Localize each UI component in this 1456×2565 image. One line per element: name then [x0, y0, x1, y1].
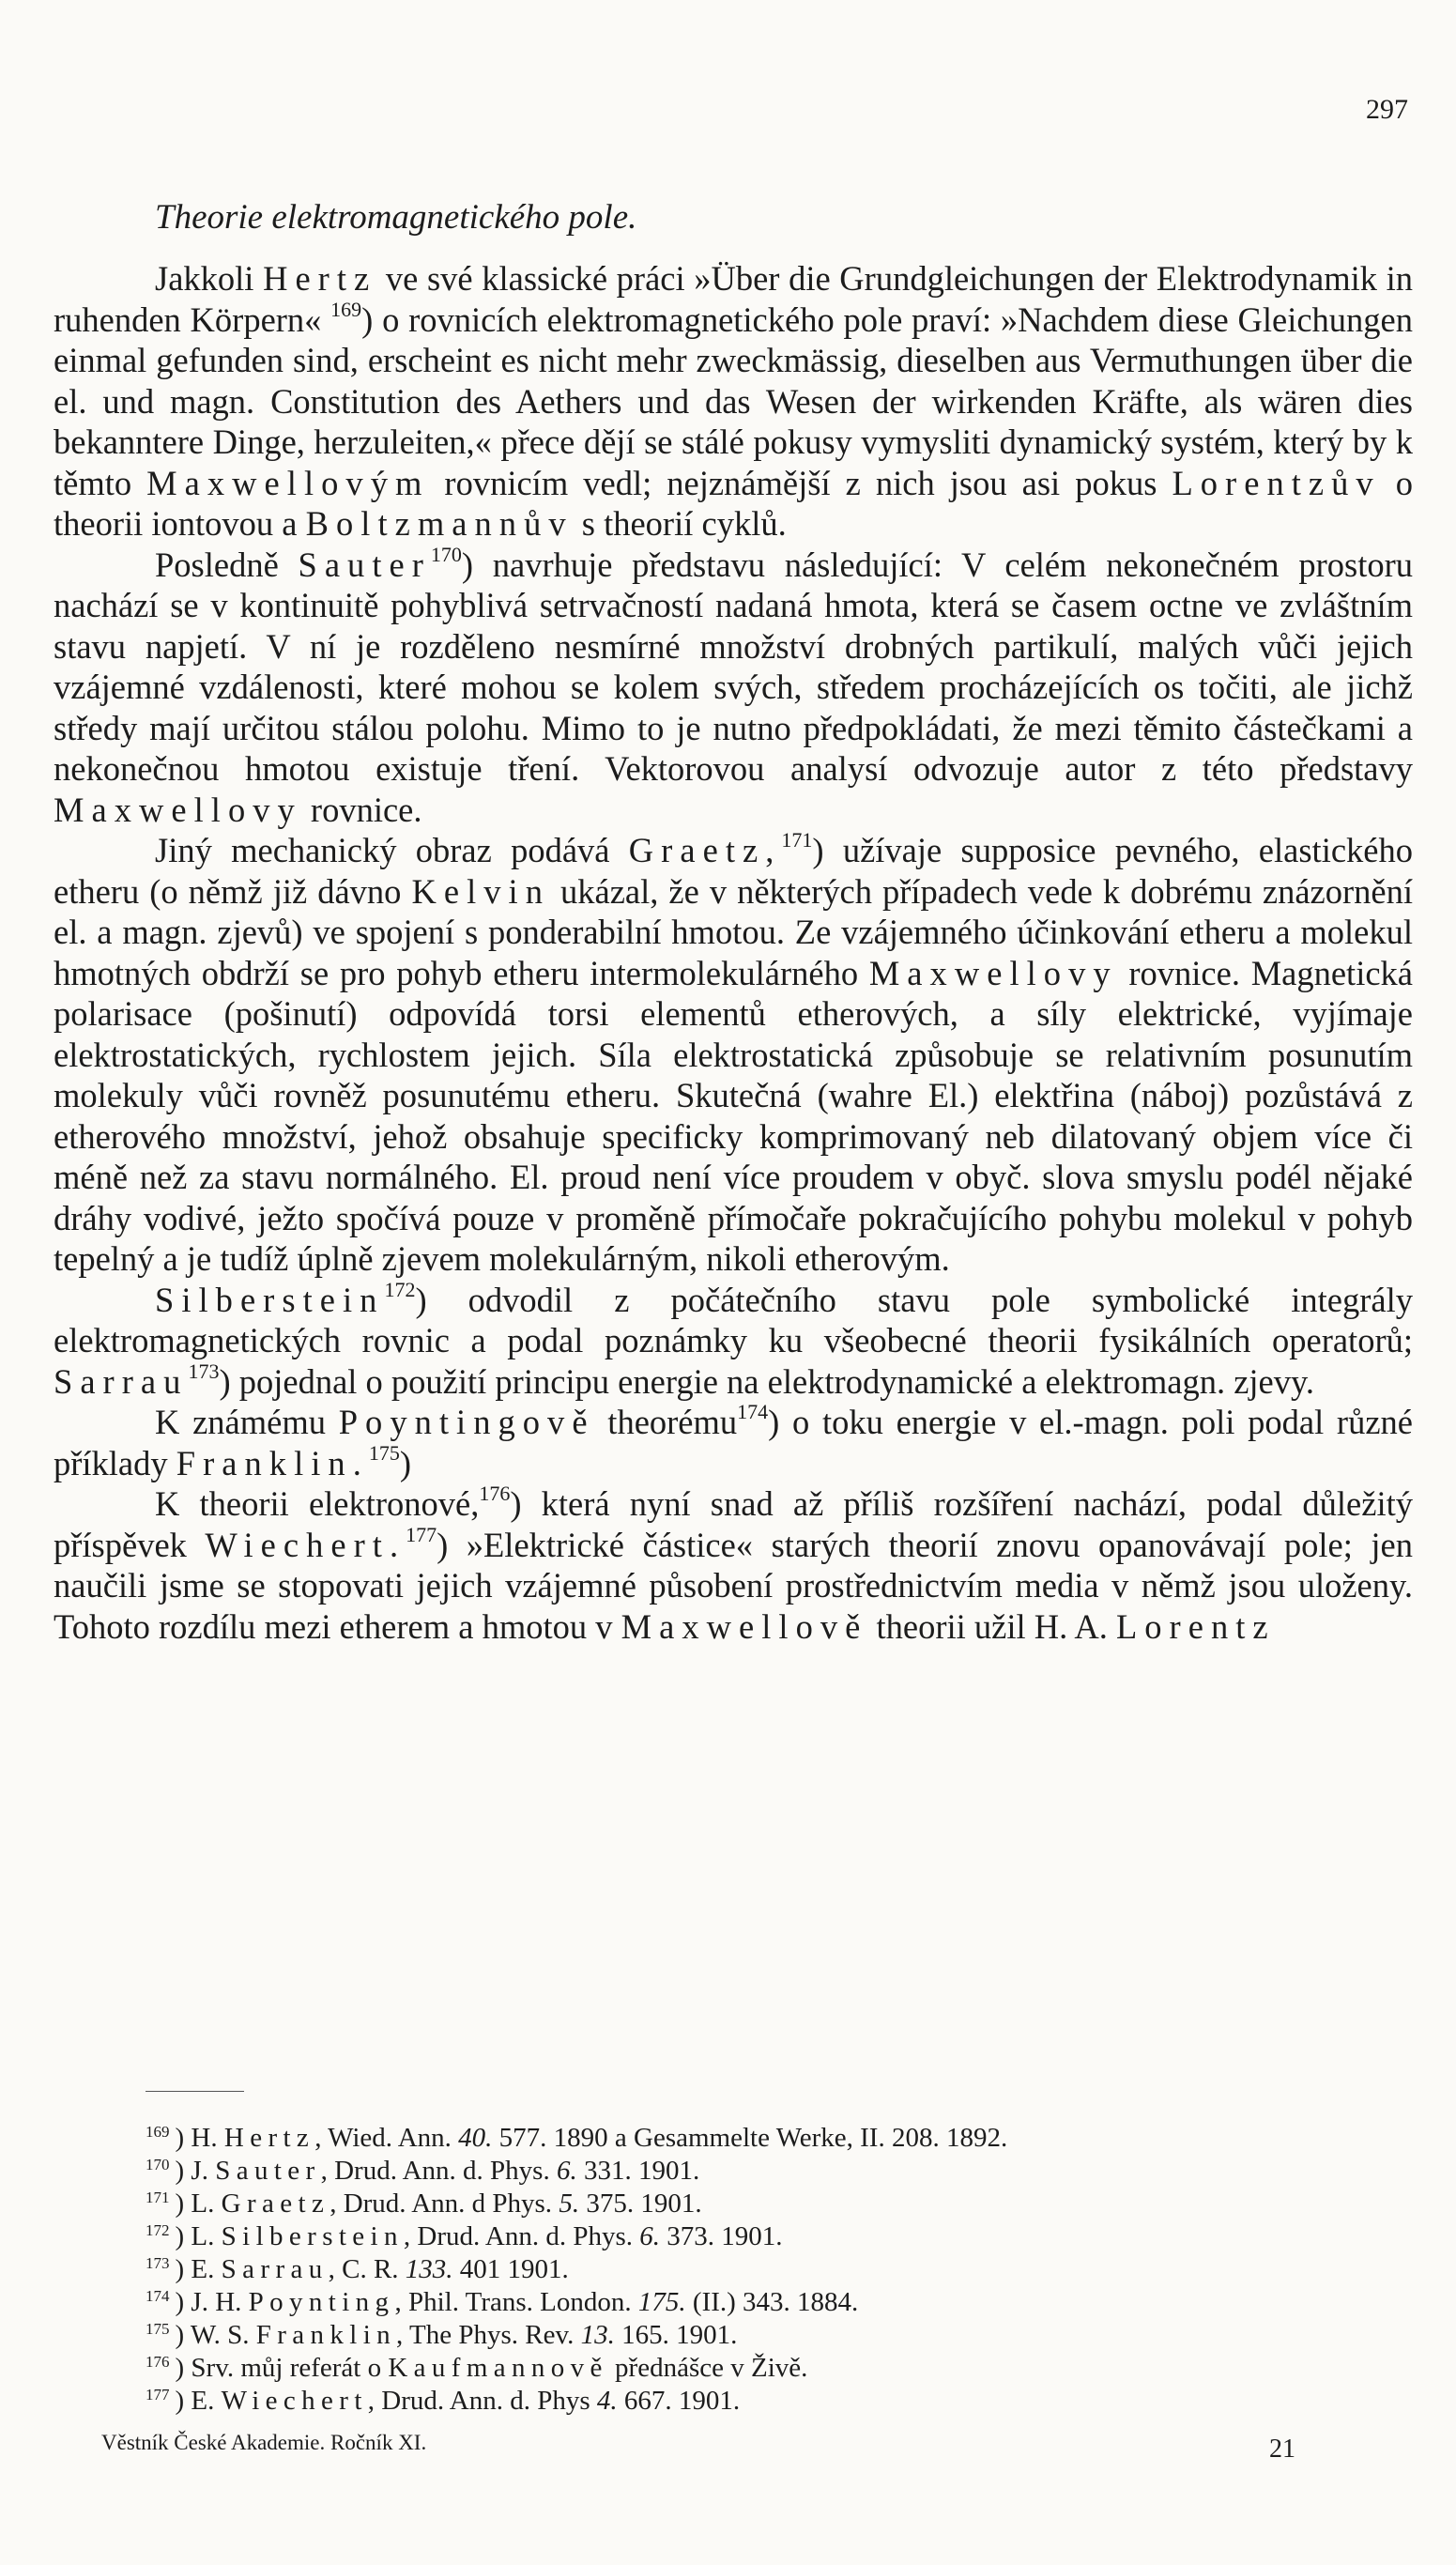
text-run: ) pojednal o použití principu energie na elektrodynamické a elektromagn. zjevy. — [219, 1361, 1315, 1401]
text-run: J. — [191, 2156, 216, 2186]
page-number: 297 — [1366, 94, 1408, 125]
text-run: J. H. — [191, 2287, 249, 2317]
footnote-ref: 177 — [406, 1522, 437, 1546]
paragraph-2 — [54, 542, 1413, 831]
author-name: Kelvin — [411, 871, 550, 911]
author-name: Maxwellovy — [868, 953, 1118, 992]
text-run: ) odvodil z počátečního stavu pole symbolické integrály elektromagnetických rovnic a podal poznámky ku všeobecné theorii fysikálních operatorů; — [54, 1280, 1413, 1359]
journal-footer: Věstník České Akademie. Ročník XI. — [101, 2431, 427, 2454]
author-name: Wiechert — [221, 2386, 368, 2416]
footnote-172: $^{172}$ ) L. Silberstein, Drud. Ann. d. Phys. 6. 373. 1901. — [146, 2221, 783, 2251]
footnote-number: 170 — [146, 2156, 170, 2173]
text-run: , Drud. Ann. d Phys. — [330, 2189, 559, 2219]
footnote-number: 172 — [146, 2221, 170, 2239]
author-name: Silberstein — [221, 2221, 404, 2251]
author-name: Boltzmannův — [305, 504, 574, 543]
paragraph-3 — [54, 830, 1413, 1280]
text-run: , Drud. Ann. d. Phys. — [403, 2221, 640, 2251]
author-name: Sauter — [298, 545, 431, 584]
volume: 6. — [556, 2156, 577, 2186]
text-run: 165. 1901. — [614, 2320, 738, 2350]
author-name: Maxwellovy — [54, 790, 302, 829]
author-name: Hertz — [263, 259, 377, 298]
text-run: , Drud. Ann. d. Phys — [367, 2386, 597, 2416]
footnote-number: 169 — [146, 2123, 170, 2141]
text-run: W. S. — [190, 2320, 256, 2350]
text-run: , The Phys. Rev. — [396, 2320, 581, 2350]
text-run: 401 1901. — [452, 2254, 569, 2284]
text-run: H. — [191, 2123, 224, 2153]
paragraph-1 — [54, 258, 1413, 545]
text-run: ) užívaje supposice pevného, elastického etheru (o němž již dávno — [54, 831, 1413, 911]
footnote-number: 176 — [146, 2353, 170, 2371]
text-run: přednášce v Živě. — [607, 2353, 808, 2383]
author-name: Franklin — [255, 2320, 397, 2350]
text-run: , Drud. Ann. d. Phys. — [320, 2156, 557, 2186]
footnote-177: $^{177}$ ) E. Wiechert, Drud. Ann. d. Phys 4. 667. 1901. — [146, 2386, 741, 2416]
footnote-171: $^{171}$ ) L. Graetz, Drud. Ann. d Phys. 5. 375. 1901. — [146, 2189, 702, 2219]
text-run: ) navrhuje představu následující: V celém nekonečném prostoru nachází se v kontinuitě pohyblivá setrvačností nadaná hmota, která se časem octne ve zvláštním stavu napjetí. V ní je rozděleno nesmírné množství drobných partikulí, malých vůči jejich vzájemné vzdálenosti, které mohou se kolem svých, středem procházejících os točiti, ale jichž středy mají určitou stálou polohu. Mimo to je nutno předpokládati, že mezi těmito částečkami a nekonečnou hmotou existuje tření. Vektorovou analysí odvozuje autor z této představy — [54, 545, 1413, 788]
footnote-175: $^{175}$ ) W. S. Franklin, The Phys. Rev. 13. 165. 1901. — [146, 2320, 738, 2350]
footnote-174: $^{174}$ ) J. H. Poynting, Phil. Trans. London. 175. (II.) 343. 1884. — [146, 2287, 859, 2317]
author-name: Silberstein — [155, 1280, 385, 1319]
footnote-176: $^{176}$ ) Srv. můj referát o Kaufmannově přednášce v Živě. — [146, 2353, 808, 2383]
footnote-ref: 176 — [479, 1482, 511, 1505]
text-run: ) — [399, 1443, 412, 1482]
text-run: ) která nyní snad až příliš rozšíření nachází, podal důležitý příspěvek — [54, 1484, 1413, 1564]
text-run: s theorií cyklů. — [573, 504, 787, 543]
text-run: (II.) 343. 1884. — [685, 2287, 859, 2317]
text-run: Jakkoli — [155, 259, 264, 298]
author-name: Sarrau — [221, 2254, 329, 2284]
text-run: 375. 1901. — [579, 2189, 702, 2219]
footnote-ref: 171 — [781, 828, 813, 852]
footnote-number: 173 — [146, 2254, 170, 2272]
text-run: ) »Elektrické částice« starých theorií znovu opanovávají pole; jen naučili jsme se stopovati jejich vzájemné působení prostřednictvím media v němž jsou uloženy. Tohoto rozdílu mezi etherem a hmotou v — [54, 1525, 1413, 1646]
footnote-ref: 174 — [737, 1400, 769, 1423]
footnote-ref: 172 — [384, 1277, 416, 1301]
text-run: K theorii elektronové, — [155, 1484, 480, 1523]
author-name: Graetz, — [628, 831, 782, 869]
text-run: rovnicím vedl; nejznámější z nich jsou asi pokus — [429, 463, 1172, 502]
section-title: Theorie elektromagnetického pole. — [155, 198, 637, 237]
text-run: , Phil. Trans. London. — [394, 2287, 638, 2317]
text-run: L. — [191, 2221, 222, 2251]
footnote-ref: 173 — [188, 1359, 220, 1383]
body-text — [54, 258, 1413, 1647]
text-run: theorému — [594, 1403, 738, 1441]
footnote-number: 174 — [146, 2287, 170, 2305]
text-run: E. — [191, 2254, 222, 2284]
text-run: ) o toku energie v el.-magn. poli podal různé příklady — [54, 1403, 1413, 1482]
sheet-number: 21 — [1269, 2434, 1295, 2464]
volume: 133. — [405, 2254, 453, 2284]
text-run: 577. 1890 a Gesammelte Werke, II. 208. 1892. — [492, 2123, 1008, 2153]
text-run: K známému — [155, 1403, 339, 1441]
text-run: L. — [191, 2189, 222, 2219]
text-run: , Wied. Ann. — [314, 2123, 459, 2153]
volume: 13. — [580, 2320, 615, 2350]
text-run: theorii užil H. A. — [867, 1606, 1116, 1646]
author-name: Graetz — [221, 2189, 330, 2219]
author-name: Poynting — [248, 2287, 395, 2317]
text-run: Srv. můj referát o — [191, 2353, 389, 2383]
volume: 4. — [596, 2386, 618, 2416]
text-run: rovnice. — [301, 790, 422, 829]
author-name: Lorentzův — [1172, 463, 1381, 502]
text-run: 667. 1901. — [617, 2386, 741, 2416]
footnote-170: $^{170}$ ) J. Sauter, Drud. Ann. d. Phys. 6. 331. 1901. — [146, 2156, 700, 2186]
author-name: Lorentz — [1115, 1606, 1276, 1646]
author-name: Maxwellově — [621, 1606, 868, 1646]
text-run: o theorii iontovou a — [54, 463, 1414, 543]
text-run: 373. 1901. — [659, 2221, 783, 2251]
author-name: Sauter — [215, 2156, 321, 2186]
author-name: Hertz — [223, 2123, 315, 2153]
text-run: Posledně — [155, 545, 299, 584]
footnotes — [146, 2122, 1413, 2418]
author-name: Sarrau — [54, 1361, 189, 1401]
volume: 6. — [639, 2221, 660, 2251]
text-run: ukázal, že v některých případech vede k dobrému znázornění el. a magn. zjevů) ve spojení s ponderabilní hmotou. Ze vzájemného účinkování etheru a molekul hmotných obdrží se pro pohyb etheru intermolekulárného — [54, 871, 1414, 992]
volume: 40. — [458, 2123, 493, 2153]
footnote-ref: 175 — [368, 1440, 400, 1465]
paragraph-6 — [54, 1483, 1413, 1647]
author-name: Franklin. — [176, 1443, 369, 1482]
volume: 175. — [637, 2287, 686, 2317]
footnote-169: $^{169}$ ) H. Hertz, Wied. Ann. 40. 577. 1890 a Gesammelte Werke, II. 208. 1892. — [146, 2123, 1008, 2153]
author-name: Kaufmannově — [388, 2353, 608, 2383]
author-name: Poyntingově — [338, 1403, 595, 1441]
footnote-number: 175 — [146, 2320, 170, 2338]
footnote-number: 171 — [146, 2189, 170, 2206]
footnote-number: 177 — [146, 2386, 170, 2404]
text-run: rovnice. Magnetická polarisace (pošinutí) odpovídá torsi elementů etherových, a síly elektrické, vyjímaje elektrostatických, rychlostem jejich. Síla elektrostatická způsobuje se relativním posunutím molekuly vůči rovněž posunutému etheru. Skutečná (wahre El.) elektřina (náboj) pozůstává z etherového množství, jehož obsahuje specificky komprimovaný neb dilatovaný objem více či méně než za stavu normálného. El. proud není více proudem v obyč. slova smyslu podél nějaké dráhy vodivé, ježto spočívá pouze v proměně přímočaře pokračujícího pohybu molekul v pohyb tepelný a je tudíž úplně zjevem molekulárným, nikoli etherovým. — [54, 953, 1413, 1278]
text-run: ) o rovnicích elektromagnetického pole praví: »Nachdem diese Gleichungen einmal gefunden sind, erscheint es nicht mehr zweckmässig, dieselben aus Vermuthungen über die el. und magn. Constitution des Aethers und das Wesen der wirkenden Kräfte, als wären dies bekanntere Dinge, herzuleiten,« přece dějí se stálé pokusy vymysliti dynamický systém, který by k těmto — [54, 300, 1413, 502]
text-run: 331. 1901. — [576, 2156, 700, 2186]
author-name: Maxwellovým — [146, 463, 430, 502]
text-run: ve své klassické práci »Über die Grundgleichungen der Elektrodynamik in ruhenden Körpern« — [54, 259, 1413, 339]
text-run: Jiný mechanický obraz podává — [155, 831, 629, 869]
footnote-divider — [146, 2091, 244, 2092]
footnote-ref: 169 — [330, 297, 362, 321]
author-name: Wiechert. — [205, 1525, 406, 1564]
footnote-ref: 170 — [430, 542, 462, 566]
paragraph-5 — [54, 1402, 1413, 1483]
paragraph-4 — [54, 1277, 1413, 1403]
footnote-173: $^{173}$ ) E. Sarrau, C. R. 133. 401 1901. — [146, 2254, 569, 2284]
text-run: , C. R. — [328, 2254, 406, 2284]
text-run: E. — [191, 2386, 222, 2416]
volume: 5. — [559, 2189, 580, 2219]
